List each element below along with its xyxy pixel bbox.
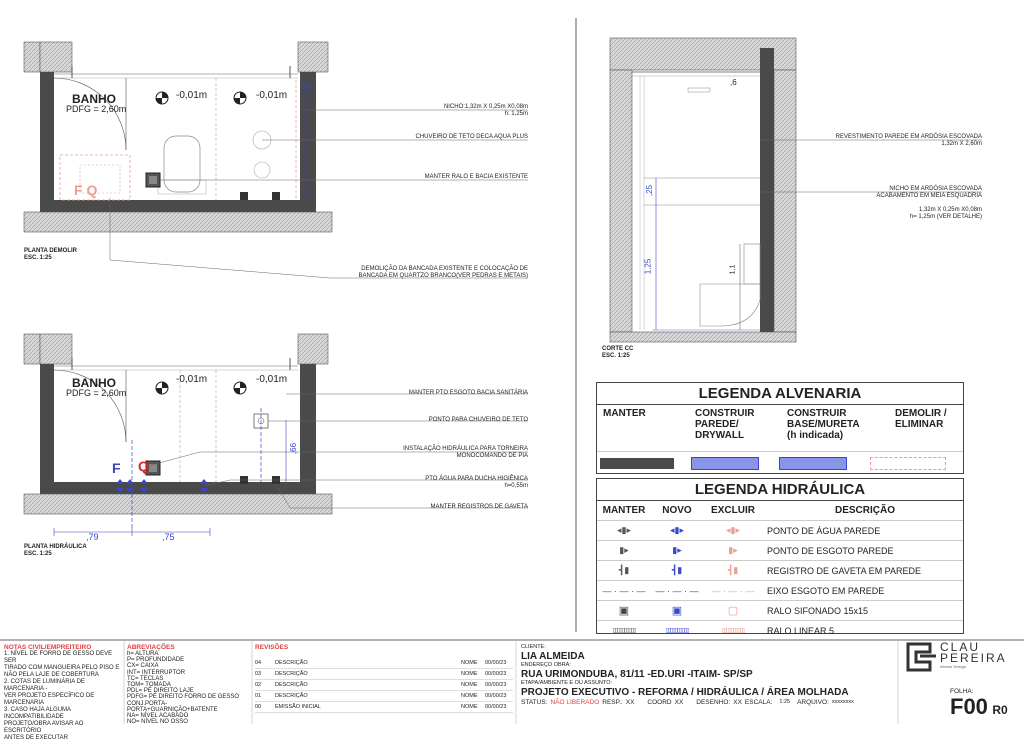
rev-row bbox=[255, 702, 513, 713]
letter-q: Q bbox=[138, 458, 149, 474]
rev-desc: EMISSÃO INICIAL bbox=[275, 703, 321, 710]
linear-manter-icon: ▯▯▯▯▯▯▯▯▯▯ bbox=[612, 628, 636, 634]
registro-novo-icon: ┫▮ bbox=[671, 565, 683, 575]
abrev-line: TC= TECLAS bbox=[127, 675, 164, 682]
nota-line: VER PROJETO ESPECÍFICO DE MARCENARIA bbox=[4, 693, 95, 706]
hyd-row-ralo-sifonado bbox=[597, 601, 963, 621]
status-line bbox=[521, 699, 897, 706]
swatch-construir-parede bbox=[691, 457, 759, 470]
nota-line: 2. COTAS DE LUMINÁRIA DE MARCENARIA - bbox=[4, 679, 85, 692]
plan-hidraulica-title: PLANTA HIDRÁULICA bbox=[24, 544, 87, 550]
rev-row bbox=[255, 680, 513, 691]
rev-desc: DESCRIÇÃO bbox=[275, 670, 308, 677]
abrev-line: NO= NÍVEL NO OSSO bbox=[127, 719, 188, 726]
alv-col-manter: MANTER bbox=[603, 408, 646, 419]
level-label-2: -0,01m bbox=[256, 90, 288, 101]
folha-block bbox=[950, 694, 1008, 720]
rev-row bbox=[255, 669, 513, 680]
note-nicho-corte: NICHO EM ARDÓSIA ESCOVADA ACABAMENTO EM MEIA ESQUADRIA 1,32m X 0,25m X0,08m h= 1,25m (VER DETALHE) bbox=[876, 186, 982, 220]
revisoes-title: REVISÕES bbox=[255, 644, 289, 651]
rev-data: 00/00/23 bbox=[485, 681, 507, 688]
level-label-h2: -0,01m bbox=[256, 374, 288, 385]
corte-scale: ESC. 1:25 bbox=[602, 353, 630, 359]
agua-excluir-icon: ◂▮▸ bbox=[726, 525, 740, 535]
swatch-demolir bbox=[870, 457, 946, 470]
ralo-excluir-icon: ▢ bbox=[727, 605, 739, 617]
status-label: STATUS: bbox=[521, 699, 548, 706]
nota-line: 3. CASO HAJA ALGUMA INCOMPATIBILIDADE bbox=[4, 707, 71, 720]
etapa-value: PROJETO EXECUTIVO - REFORMA / HIDRÁULICA / ÁREA MOLHADA bbox=[521, 687, 849, 698]
corte-dim-c: 1,1 bbox=[729, 264, 737, 275]
rev-row bbox=[255, 691, 513, 702]
logo-sub: Interior Design bbox=[940, 664, 967, 669]
rev-data: 00/00/23 bbox=[485, 703, 507, 710]
arquivo-label: ARQUIVO: bbox=[797, 699, 829, 706]
ralo-novo-icon: ▣ bbox=[671, 605, 683, 617]
logo bbox=[906, 640, 1018, 672]
note-ponto-chuveiro: PONTO PARA CHUVEIRO DE TETO bbox=[428, 417, 528, 423]
corte-dim-b: 1,25 bbox=[643, 258, 653, 275]
esgoto-manter-icon: ▮▸ bbox=[619, 545, 629, 555]
swatch-construir-base bbox=[779, 457, 847, 470]
plan-demolir-drawing bbox=[24, 42, 528, 278]
fq-demolir: F Q bbox=[74, 182, 98, 198]
escala-value: 1:25 bbox=[779, 699, 791, 705]
registro-excluir-icon: ┫▮ bbox=[727, 565, 739, 575]
note-ralo: MANTER RALO E BACIA EXISTENTE bbox=[424, 174, 528, 180]
revisoes-block bbox=[255, 644, 513, 713]
note-chuveiro: CHUVEIRO DE TETO DECA AQUA PLUS bbox=[415, 134, 528, 140]
dim-side: ,08 bbox=[300, 82, 312, 91]
abrev-line: CONJ.PORTA-PORTA+GUARNIÇÃO+BATENTE bbox=[127, 700, 218, 713]
legenda-alvenaria-title: LEGENDA ALVENARIA bbox=[597, 383, 963, 405]
linear-excluir-icon: ▯▯▯▯▯▯▯▯▯▯ bbox=[721, 628, 745, 634]
abreviacoes-block bbox=[127, 644, 251, 725]
dim-h1: ,79 bbox=[86, 532, 99, 542]
folha-value: F00 bbox=[950, 694, 988, 719]
nota-line: NÃO PELA LAJE DE COBERTURA bbox=[4, 672, 99, 678]
rev-num: 04 bbox=[255, 659, 262, 666]
escala-label: ESCALA: bbox=[744, 699, 773, 706]
alv-col-construir-base: CONSTRUIR BASE/MURETA (h indicada) bbox=[787, 408, 860, 441]
agua-novo-icon: ◂▮▸ bbox=[670, 525, 684, 535]
note-bancada: DEMOLIÇÃO DA BANCADA EXISTENTE E COLOCAÇÃO DE BANCADA EM QUARTZO BRANCO(VER PEDRAS E METAIS) bbox=[358, 266, 528, 279]
swatch-manter bbox=[600, 458, 674, 469]
abrev-line: CX= CAIXA bbox=[127, 663, 159, 670]
hyd-col-excluir: EXCLUIR bbox=[711, 505, 755, 516]
status-value: NÃO LIBERADO bbox=[550, 699, 600, 706]
room-level-hidraulica: PDFG = 2,60m bbox=[66, 388, 127, 398]
note-revestimento: REVESTIMENTO PAREDE EM ARDÓSIA ESCOVADA 1,32m X 2,60m bbox=[835, 134, 982, 147]
legenda-hidraulica-title: LEGENDA HIDRÁULICA bbox=[597, 479, 963, 501]
rev-desc: DESCRIÇÃO bbox=[275, 659, 308, 666]
endereco-label: ENDEREÇO OBRA: bbox=[521, 662, 571, 668]
rev-data: 00/00/23 bbox=[485, 659, 507, 666]
resp-value: XX bbox=[625, 699, 635, 706]
plan-hidraulica-scale: ESC. 1:25 bbox=[24, 551, 52, 557]
nota-line: 1. NÍVEL DE FORRO DE GESSO DEVE SER bbox=[4, 651, 113, 664]
note-esgoto: MANTER PTO ESGOTO BACIA SANITÁRIA bbox=[408, 390, 528, 396]
plan-demolir-scale: ESC. 1:25 bbox=[24, 255, 52, 261]
room-level-demolir: PDFG = 2,60m bbox=[66, 104, 127, 114]
rev-data: 00/00/23 bbox=[485, 670, 507, 677]
level-label-1: -0,01m bbox=[176, 90, 208, 101]
legenda-hidraulica bbox=[596, 478, 964, 634]
nota-line: PROJETO/OBRA AVISAR AO ESCRITÓRIO bbox=[4, 721, 84, 734]
nota-line: TIRADO COM MANGUEIRA PELO PISO E bbox=[4, 665, 120, 671]
hyd-row-esgoto bbox=[597, 541, 963, 561]
hyd-row-eixo bbox=[597, 581, 963, 601]
rev-num: 01 bbox=[255, 692, 262, 699]
rev-num: 03 bbox=[255, 670, 262, 677]
level-label-h1: -0,01m bbox=[176, 374, 208, 385]
ralo-manter-icon: ▣ bbox=[618, 605, 630, 617]
hyd-row-registro bbox=[597, 561, 963, 581]
alv-col-construir-parede: CONSTRUIR PAREDE/ DRYWALL bbox=[695, 408, 755, 441]
hyd-desc: PONTO DE ÁGUA PAREDE bbox=[767, 525, 881, 536]
esgoto-novo-icon: ▮▸ bbox=[672, 545, 682, 555]
dim-h2: ,75 bbox=[162, 532, 175, 542]
etapa-label: ETAPA/AMBIENTE E OU ASSUNTO: bbox=[521, 680, 613, 686]
rev-row bbox=[255, 658, 513, 669]
hyd-desc: PONTO DE ESGOTO PAREDE bbox=[767, 545, 894, 556]
nota-line: ANTES DE EXECUTAR bbox=[4, 735, 68, 741]
hyd-desc: RALO SIFONADO 15x15 bbox=[767, 605, 869, 616]
rev-nome: NOME bbox=[461, 703, 478, 710]
hyd-desc: REGISTRO DE GAVETA EM PAREDE bbox=[767, 565, 922, 576]
abreviacoes-title: ABREVIAÇÕES bbox=[127, 644, 175, 651]
note-registros: MANTER REGISTROS DE GAVETA bbox=[430, 504, 528, 510]
logo-line2: PEREIRA bbox=[940, 651, 1007, 665]
hyd-desc: RALO LINEAR 5 bbox=[767, 625, 835, 636]
plan-demolir-title: PLANTA DEMOLIR bbox=[24, 248, 77, 254]
desenho-label: DESENHO: bbox=[696, 699, 731, 706]
corte-title: CORTE CC bbox=[602, 346, 634, 352]
logo-mark-icon bbox=[906, 642, 938, 672]
note-torneira: INSTALAÇÃO HIDRÁULICA PARA TORNEIRA MONOCOMANDO DE PIA bbox=[403, 446, 528, 459]
abrev-line: h= ALTURA bbox=[127, 651, 159, 657]
folha-label: FOLHA: bbox=[950, 688, 974, 695]
rev-nome: NOME bbox=[461, 681, 478, 688]
abrev-line: P= PROFUNDIDADE bbox=[127, 657, 185, 664]
eixo-excluir-icon: — · — · — bbox=[711, 585, 755, 596]
notas-block bbox=[4, 644, 122, 742]
alv-col-demolir: DEMOLIR / ELIMINAR bbox=[895, 408, 947, 430]
abrev-line: PDL= PÉ DIREITO LAJE bbox=[127, 688, 194, 695]
rev-num: 00 bbox=[255, 703, 262, 710]
cliente-label: CLIENTE: bbox=[521, 644, 546, 650]
rev-desc: DESCRIÇÃO bbox=[275, 692, 308, 699]
desenho-value: XX bbox=[733, 699, 742, 706]
hyd-col-novo: NOVO bbox=[662, 505, 692, 516]
hyd-row-ralo-linear bbox=[597, 621, 963, 640]
hyd-col-manter: MANTER bbox=[602, 505, 646, 516]
cliente-value: LIA ALMEIDA bbox=[521, 651, 585, 662]
rev-data: 00/00/23 bbox=[485, 692, 507, 699]
room-name-hidraulica: BANHO bbox=[72, 376, 116, 390]
hyd-col-descricao: DESCRIÇÃO bbox=[834, 505, 895, 516]
arquivo-value: xxxxxxxx bbox=[831, 699, 854, 705]
coord-value: XX bbox=[674, 699, 684, 706]
rev-value: R0 bbox=[992, 703, 1008, 717]
rev-nome: NOME bbox=[461, 670, 478, 677]
abrev-line: INT= INTERRUPTOR bbox=[127, 669, 186, 676]
coord-label: COORD bbox=[647, 699, 672, 706]
esgoto-excluir-icon: ▮▸ bbox=[728, 545, 738, 555]
corte-dim-a: ,25 bbox=[645, 184, 655, 197]
corte-dim-d: ,6 bbox=[730, 78, 737, 87]
endereco-value: RUA URIMONDUBA, 81/11 -ED.URI -ITAIM- SP/SP bbox=[521, 669, 753, 680]
dim-vert-h: ,66 bbox=[289, 442, 299, 455]
note-nicho: NICHO:1,32m X 0,25m X0,08m h: 1,25m bbox=[443, 104, 528, 117]
eixo-manter-icon: — · — · — bbox=[602, 585, 646, 596]
linear-novo-icon: ▯▯▯▯▯▯▯▯▯▯ bbox=[665, 628, 689, 634]
legenda-alvenaria bbox=[596, 382, 964, 474]
rev-num: 02 bbox=[255, 681, 262, 688]
room-name-demolir: BANHO bbox=[72, 92, 116, 106]
rev-nome: NOME bbox=[461, 659, 478, 666]
abrev-line: TOM= TOMADA bbox=[127, 682, 171, 689]
abrev-line: NA= NÍVEL ACABADO bbox=[127, 713, 189, 720]
letter-f: F bbox=[112, 460, 121, 476]
registro-manter-icon: ┫▮ bbox=[618, 565, 630, 575]
rev-nome: NOME bbox=[461, 692, 478, 699]
rev-desc: DESCRIÇÃO bbox=[275, 681, 308, 688]
hyd-row-agua bbox=[597, 521, 963, 541]
resp-label: RESP.: bbox=[602, 699, 623, 706]
projeto-block bbox=[521, 644, 897, 706]
agua-manter-icon: ◂▮▸ bbox=[617, 525, 631, 535]
note-ducha: PTO ÁGUA PARA DUCHA HIGIÊNICA h=0,55m bbox=[425, 476, 528, 489]
abrev-line: PDFG= PÉ DIREITO FORRO DE GESSO bbox=[127, 694, 240, 701]
hyd-desc: EIXO ESGOTO EM PAREDE bbox=[767, 585, 885, 596]
eixo-novo-icon: — · — · — bbox=[655, 585, 699, 596]
logo-line1: CLAU bbox=[940, 640, 981, 654]
notas-title: NOTAS CIVIL/EMPREITEIRO bbox=[4, 644, 92, 651]
